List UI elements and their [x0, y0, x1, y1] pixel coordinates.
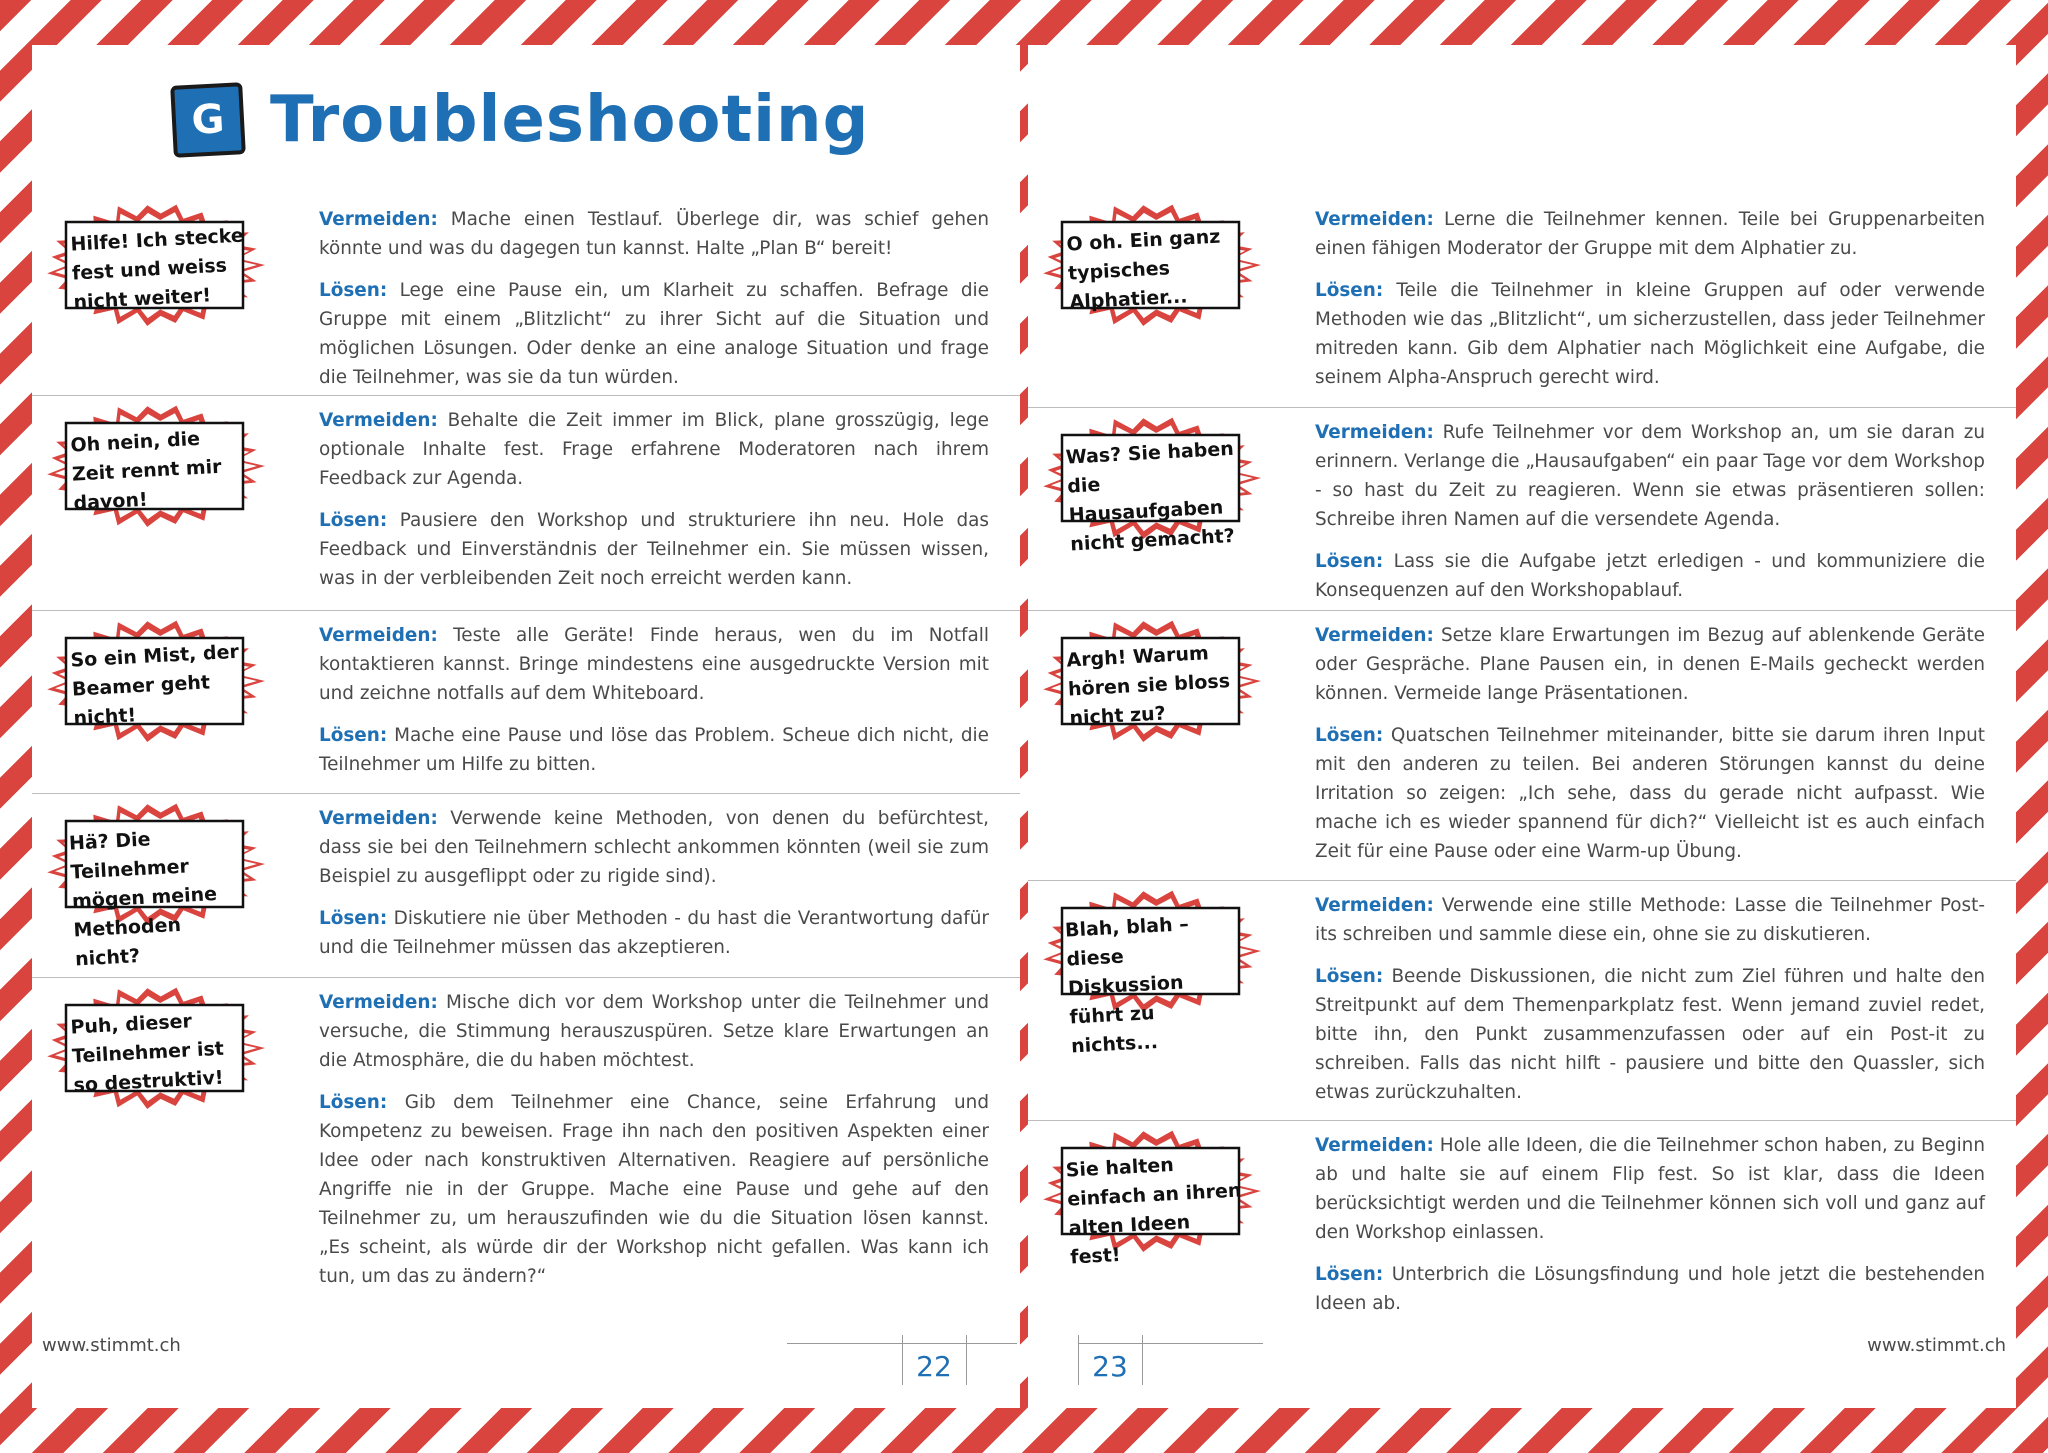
burst-text: Sie halten einfach an ihren alten Ideen fest!	[1065, 1153, 1242, 1269]
burst-text: Puh, dieser Teilnehmer ist so destruktiv!	[70, 1010, 225, 1097]
page-title: Troubleshooting	[270, 83, 870, 157]
avoid-paragraph	[1315, 418, 1985, 534]
avoid-label: Vermeiden:	[319, 808, 438, 829]
advice-text	[319, 621, 989, 792]
left-page	[32, 45, 1020, 1408]
solve-label: Lösen:	[1315, 280, 1384, 301]
solve-label: Lösen:	[1315, 1264, 1384, 1285]
speech-burst	[1038, 200, 1263, 330]
avoid-paragraph	[1315, 205, 1985, 263]
avoid-paragraph	[319, 988, 989, 1075]
title-row	[172, 75, 869, 165]
avoid-label: Vermeiden:	[319, 992, 438, 1013]
footer-url: www.stimmt.ch	[1867, 1335, 2006, 1356]
burst-text: Argh! Warum hören sie bloss nicht zu?	[1066, 642, 1231, 730]
advice-text	[1315, 891, 1985, 1120]
solve-paragraph	[1315, 721, 1985, 866]
g-letter-icon	[170, 82, 246, 158]
avoid-label: Vermeiden:	[1315, 422, 1434, 443]
solve-label: Lösen:	[1315, 966, 1384, 987]
solve-paragraph	[319, 506, 989, 593]
avoid-body: Teste alle Geräte! Finde heraus, wen du im Notfall kontaktieren kannst. Bringe mindestens eine ausgedruckte Version mit und zeichne notfalls auf dem Whiteboard.	[319, 625, 989, 704]
troubleshooting-row	[1028, 195, 2016, 407]
solve-paragraph	[1315, 276, 1985, 392]
avoid-label: Vermeiden:	[319, 625, 438, 646]
advice-text	[1315, 205, 1985, 405]
solve-paragraph	[1315, 1260, 1985, 1318]
advice-text	[1315, 418, 1985, 618]
title-icon-letter: G	[190, 96, 226, 144]
speech-burst	[42, 200, 267, 330]
advice-text	[319, 988, 989, 1304]
advice-text	[319, 406, 989, 606]
avoid-body: Mische dich vor dem Workshop unter die Teilnehmer und versuche, die Stimmung herauszuspüren. Setze klare Erwartungen an die Atmosphäre, die du haben möchtest.	[319, 992, 989, 1071]
troubleshooting-row	[32, 395, 1020, 611]
page-number: 22	[916, 1350, 952, 1383]
avoid-body: Verwende eine stille Methode: Lasse die Teilnehmer Post-its schreiben und sammle diese ein, ohne sie zu diskutieren.	[1315, 895, 1985, 945]
avoid-body: Rufe Teilnehmer vor dem Workshop an, um sie daran zu erinnern. Verlange die „Hausaufgaben“ ein paar Tage vor dem Workshop - so hast du Zeit zu reagieren. Wenn sie etwas präsentieren sollen: Schreibe ihren Namen auf die versendete Agenda.	[1315, 422, 1985, 530]
avoid-label: Vermeiden:	[319, 209, 438, 230]
avoid-body: Hole alle Ideen, die die Teilnehmer schon haben, zu Beginn ab und halte sie auf einem Flip fest. So ist klar, dass die Ideen berücksichtigt werden und die Teilnehmer können sich voll und ganz auf den Workshop einlassen.	[1315, 1135, 1985, 1243]
avoid-paragraph	[319, 205, 989, 263]
avoid-label: Vermeiden:	[1315, 895, 1434, 916]
troubleshooting-row	[32, 195, 1020, 395]
solve-body: Teile die Teilnehmer in kleine Gruppen auf oder verwende Methoden wie das „Blitzlicht“, um sicherzustellen, dass jeder Teilnehmer mitreden kann. Gib dem Alphatier nach Möglichkeit eine Aufgabe, die seinem Alpha-Anspruch gerecht wird.	[1315, 280, 1985, 388]
speech-burst	[1038, 1126, 1263, 1269]
solve-label: Lösen:	[319, 510, 388, 531]
avoid-label: Vermeiden:	[1315, 209, 1434, 230]
speech-burst	[1038, 413, 1263, 556]
page-number: 23	[1092, 1350, 1128, 1383]
burst-text: Hilfe! Ich stecke fest und weiss nicht weiter!	[70, 224, 245, 314]
avoid-paragraph	[319, 804, 989, 891]
solve-paragraph	[1315, 962, 1985, 1107]
solve-body: Lege eine Pause ein, um Klarheit zu schaffen. Befrage die Gruppe mit einem „Blitzlicht“ zu ihrer Sicht auf die Situation und möglichen Lösungen. Oder denke an eine analoge Situation und frage die Teilnehmer, was sie da tun würden.	[319, 280, 989, 388]
burst-text: Blah, blah – diese Diskussion führt zu nichts...	[1064, 913, 1190, 1058]
solve-paragraph	[319, 904, 989, 962]
speech-burst	[1038, 886, 1263, 1058]
solve-body: Gib dem Teilnehmer eine Chance, seine Erfahrung und Kompetenz zu beweisen. Frage ihn nach den positiven Aspekten einer Idee oder nach konstruktiven Alternativen. Reagiere auf persönliche Angriffe nie in der Gruppe. Mache eine Pause und gehe auf den Teilnehmer zu, um herauszufinden wie du die Situation lösen kannst. „Es scheint, als würde dir der Workshop nicht gefallen. Was kann ich tun, um das zu ändern?“	[319, 1092, 989, 1287]
troubleshooting-row	[32, 793, 1020, 978]
solve-paragraph	[319, 276, 989, 392]
solve-paragraph	[319, 1088, 989, 1291]
burst-text: So ein Mist, der Beamer geht nicht!	[70, 640, 240, 730]
troubleshooting-row	[1028, 880, 2016, 1121]
advice-text	[1315, 1131, 1985, 1331]
avoid-label: Vermeiden:	[319, 410, 438, 431]
speech-burst	[42, 983, 267, 1113]
page-number-rule	[1078, 1343, 1263, 1344]
solve-label: Lösen:	[319, 280, 388, 301]
avoid-body: Setze klare Erwartungen im Bezug auf ablenkende Geräte oder Gespräche. Plane Pausen ein, in denen E-Mails gecheckt werden können. Vermeide lange Präsentationen.	[1315, 625, 1985, 704]
solve-label: Lösen:	[1315, 725, 1384, 746]
solve-paragraph	[319, 721, 989, 779]
solve-label: Lösen:	[319, 725, 388, 746]
avoid-label: Vermeiden:	[1315, 625, 1434, 646]
avoid-body: Verwende keine Methoden, von denen du befürchtest, dass sie bei den Teilnehmern schlecht ankommen könnten (weil sie zum Beispiel zu ausgeflippt oder zu rigide sind).	[319, 808, 989, 887]
avoid-paragraph	[319, 406, 989, 493]
troubleshooting-row	[32, 610, 1020, 794]
footer-url: www.stimmt.ch	[42, 1335, 181, 1356]
solve-body: Mache eine Pause und löse das Problem. Scheue dich nicht, die Teilnehmer um Hilfe zu bitten.	[319, 725, 989, 775]
right-page	[1028, 45, 2016, 1408]
burst-text: Was? Sie haben die Hausaufgaben nicht gemacht?	[1065, 437, 1236, 556]
speech-burst	[42, 401, 267, 531]
solve-body: Pausiere den Workshop und strukturiere ihn neu. Hole das Feedback und Einverständnis der Teilnehmer ein. Sie müssen wissen, was in der verbleibenden Zeit noch erreicht werden kann.	[319, 510, 989, 589]
solve-body: Quatschen Teilnehmer miteinander, bitte sie darum ihren Input mit den anderen zu teilen. Bei anderen Störungen kannst du deine Irritation so zeigen: „Ich sehe, dass du gerade nicht aufpasst. Wie mache ich es wieder spannend für dich?“ Vielleicht ist es auch einfach Zeit für eine Pause oder eine Warm-up Übung.	[1315, 725, 1985, 862]
avoid-body: Mache einen Testlauf. Überlege dir, was schief gehen könnte und was du dagegen tun kannst. Halte „Plan B“ bereit!	[319, 209, 989, 259]
solve-label: Lösen:	[1315, 551, 1384, 572]
solve-body: Diskutiere nie über Methoden - du hast die Verantwortung dafür und die Teilnehmer müssen das akzeptieren.	[319, 908, 989, 958]
advice-text	[319, 205, 989, 405]
troubleshooting-row	[1028, 407, 2016, 611]
solve-paragraph	[1315, 547, 1985, 605]
burst-text: Oh nein, die Zeit rennt mir davon!	[70, 427, 223, 515]
troubleshooting-row	[1028, 610, 2016, 881]
solve-label: Lösen:	[319, 908, 388, 929]
avoid-paragraph	[1315, 621, 1985, 708]
page-number-tick	[966, 1335, 967, 1385]
solve-body: Unterbrich die Lösungsfindung und hole jetzt die bestehenden Ideen ab.	[1315, 1264, 1985, 1314]
avoid-body: Behalte die Zeit immer im Blick, plane grosszügig, lege optionale Inhalte fest. Frage erfahrene Moderatoren nach ihrem Feedback zur Agenda.	[319, 410, 989, 489]
avoid-label: Vermeiden:	[1315, 1135, 1434, 1156]
avoid-paragraph	[1315, 1131, 1985, 1247]
page-number-tick	[1142, 1335, 1143, 1385]
avoid-paragraph	[319, 621, 989, 708]
avoid-body: Lerne die Teilnehmer kennen. Teile bei Gruppenarbeiten einen fähigen Moderator der Gruppe mit dem Alphatier zu.	[1315, 209, 1985, 259]
speech-burst	[42, 616, 267, 746]
speech-burst	[42, 799, 267, 971]
speech-burst	[1038, 616, 1263, 746]
burst-text: Hä? Die Teilnehmer mögen meine Methoden nicht?	[68, 828, 218, 971]
solve-body: Lass sie die Aufgabe jetzt erledigen - und kommuniziere die Konsequenzen auf den Workshopablauf.	[1315, 551, 1985, 601]
avoid-paragraph	[1315, 891, 1985, 949]
troubleshooting-row	[1028, 1120, 2016, 1371]
advice-text	[1315, 621, 1985, 879]
solve-body: Beende Diskussionen, die nicht zum Ziel führen und halte den Streitpunkt auf dem Themenparkplatz fest. Wenn jemand zuviel redet, bitte ihn, den Punkt zusammenzufassen oder auf ein Post-it zu schreiben. Falls das nicht hilft - pausiere und bitte den Quassler, sich etwas zurückzuhalten.	[1315, 966, 1985, 1103]
advice-text	[319, 804, 989, 975]
burst-text: O oh. Ein ganz typisches Alphatier...	[1066, 225, 1221, 314]
solve-label: Lösen:	[319, 1092, 388, 1113]
